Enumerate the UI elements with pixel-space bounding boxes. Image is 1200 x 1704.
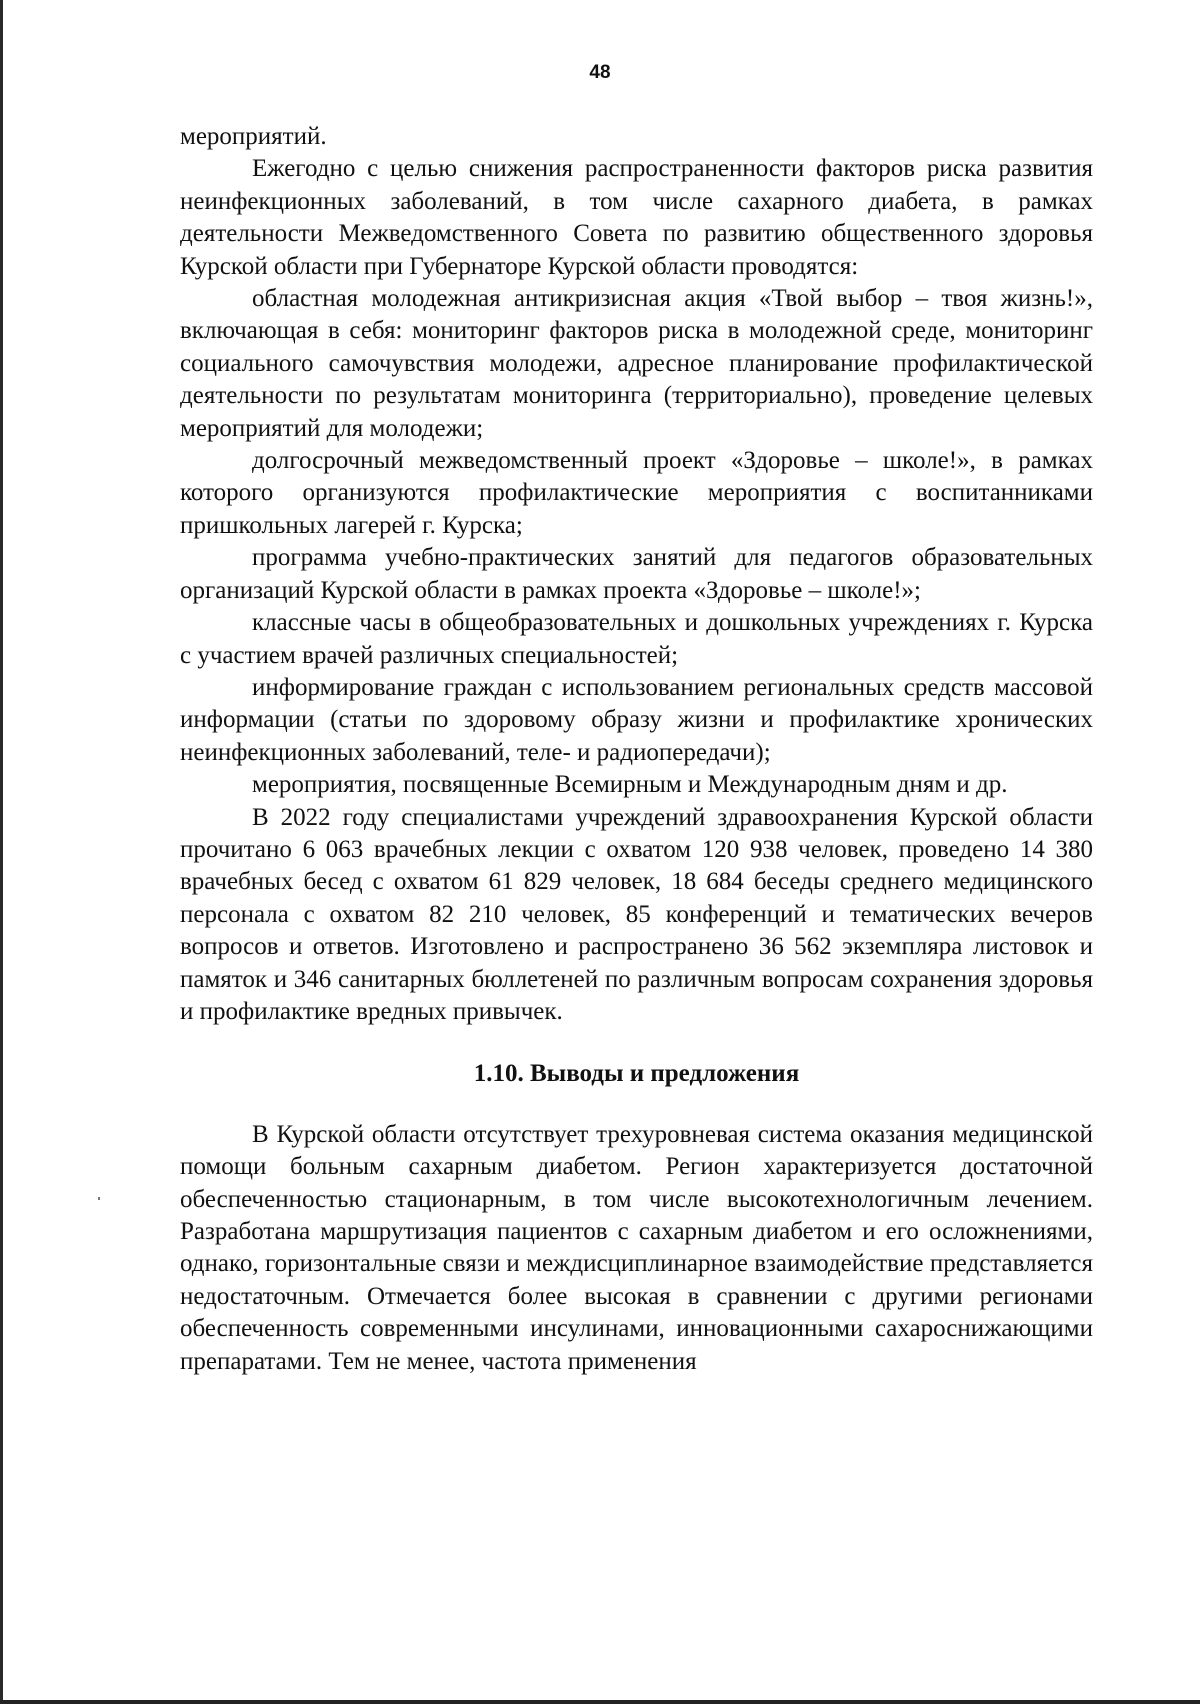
scan-edge-left xyxy=(0,0,3,1704)
section-heading: 1.10. Выводы и предложения xyxy=(473,1060,800,1088)
scan-edge-bottom xyxy=(0,1700,1200,1704)
list-item-media-informing: информирование граждан с использованием региональных средств массовой информации (статьи по здоровому образу жизни и профилактике хронических неинфекционных заболеваний, теле- и радиопередачи); xyxy=(180,673,1093,766)
document-body xyxy=(180,121,1093,1378)
list-item-class-hours: классные часы в общеобразовательных и дошкольных учреждениях г. Курска с участием врачей различных специальностей; xyxy=(180,609,1093,669)
scan-speck xyxy=(98,1197,100,1200)
paragraph-2022-statistics: В 2022 году специалистами учреждений здравоохранения Курской области прочитано 6 063 врачебных лекции с охватом 120 938 человек, проведено 14 380 врачебных бесед с охватом 61 829 человек, 18 684 беседы среднего медицинского персонала с охватом 82 210 человек, 85 конференций и тематических вечеров вопросов и ответов. Изготовлено и распространено 36 562 экземпляра листовок и памяток и 346 санитарных бюллетеней по различным вопросам сохранения здоровья и профилактике вредных привычек. xyxy=(180,803,1093,1025)
page-number: 48 xyxy=(589,62,611,83)
list-item-health-school-project: долгосрочный межведомственный проект «Здоровье – школе!», в рамках которого организуются профилактические мероприятия с воспитанниками пришкольных лагерей г. Курска; xyxy=(180,447,1093,539)
list-item-youth-action: областная молодежная антикризисная акция «Твой выбор – твоя жизнь!», включающая в себя: мониторинг факторов риска в молодежной среде, мониторинг социального самочувствия молодежи, адресное планирование профилактической деятельности по результатам мониторинга (территориально), проведение целевых мероприятий для молодежи; xyxy=(180,285,1093,442)
paragraph-continuation: мероприятий. xyxy=(180,123,327,150)
list-item-world-days: мероприятия, посвященные Всемирным и Международным дням и др. xyxy=(252,771,1008,799)
paragraph-intro: Ежегодно с целью снижения распространенности факторов риска развития неинфекционных заболеваний, в том числе сахарного диабета, в рамках деятельности Межведомственного Совета по развитию общественного здоровья Курской области при Губернаторе Курской области проводятся: xyxy=(180,155,1093,280)
paragraph-conclusions: В Курской области отсутствует трехуровневая система оказания медицинской помощи больным сахарным диабетом. Регион характеризуется достаточной обеспеченностью стационарным, в том числе высокотехнологичным лечением. Разработана маршрутизация пациентов с сахарным диабетом и его осложнениями, однако, горизонтальные связи и междисциплинарное взаимодействие представляется недостаточным. Отмечается более высокая в сравнении с другими регионами обеспеченность современными инсулинами, инновационными сахароснижающими препаратами. Тем не менее, частота применения xyxy=(180,1120,1093,1375)
list-item-teacher-program: программа учебно-практических занятий для педагогов образовательных организаций Курской области в рамках проекта «Здоровье – школе!»; xyxy=(180,544,1093,604)
